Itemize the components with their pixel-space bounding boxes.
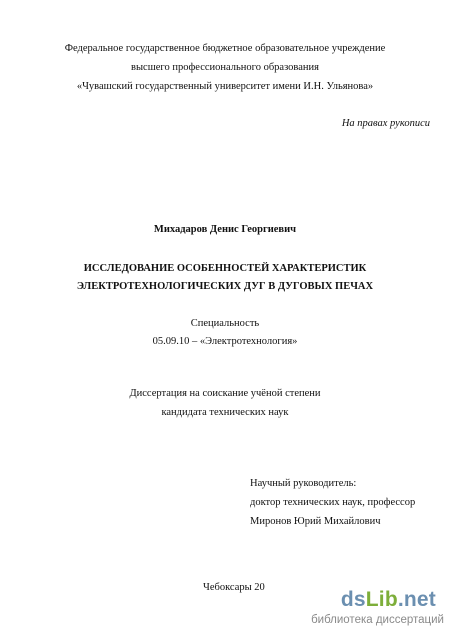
institution-line-3: «Чувашский государственный университет имени И.Н. Ульянова» (76, 81, 374, 92)
degree-line-1: Диссертация на соискание учёной степени (129, 388, 321, 399)
degree-line-2: кандидата технических наук (161, 407, 289, 418)
institution-line-2: высшего профессионального образования (131, 62, 319, 73)
logo-part-ds: ds (340, 588, 366, 611)
specialty-label: Специальность (190, 318, 260, 329)
dslib-watermark (311, 584, 450, 637)
dslib-logo (341, 588, 436, 612)
thesis-title-line-2: ЭЛЕКТРОТЕХНОЛОГИЧЕСКИХ ДУГ В ДУГОВЫХ ПЕЧАХ (76, 281, 374, 292)
dslib-tagline: библиотека диссертаций (311, 614, 444, 626)
supervisor-label: Научный руководитель: (250, 478, 357, 489)
specialty-value: 05.09.10 – «Электротехнология» (152, 336, 298, 347)
thesis-title-line-1: ИССЛЕДОВАНИЕ ОСОБЕННОСТЕЙ ХАРАКТЕРИСТИК (83, 263, 367, 274)
institution-line-1: Федеральное государственное бюджетное образовательное учреждение (64, 43, 386, 54)
supervisor-name: Миронов Юрий Михайлович (250, 516, 381, 527)
supervisor-credentials: доктор технических наук, профессор (250, 497, 416, 508)
author-name: Михадаров Денис Георгиевич (153, 224, 297, 235)
manuscript-note: На правах рукописи (341, 118, 430, 129)
city-year: Чебоксары 20 (203, 582, 265, 593)
logo-part-lib: Lib (365, 588, 398, 611)
logo-part-net: .net (397, 588, 436, 611)
